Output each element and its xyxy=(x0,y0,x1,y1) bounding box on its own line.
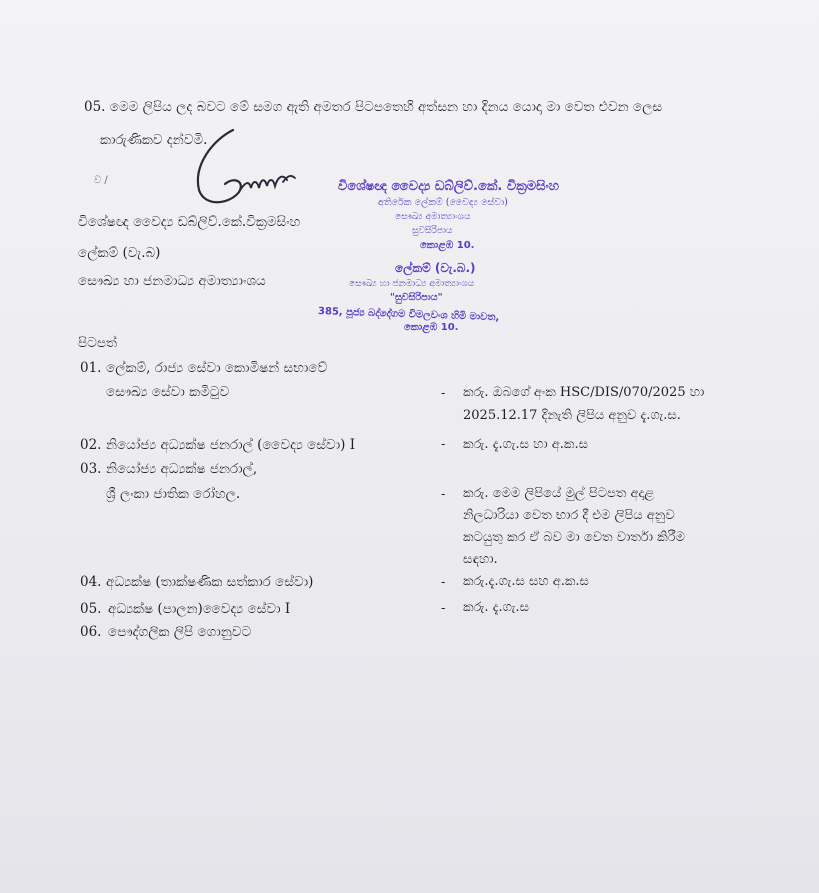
copy-recipient-line: අධ්‍යක්ෂ (පාලන)වෛද්‍ය සේවා I xyxy=(108,601,291,617)
copy-number: 05. xyxy=(80,601,102,617)
copy-recipient-line: නියෝජ්‍ය අධ්‍යක්ෂ ජනරාල්, xyxy=(106,461,258,477)
copy-note-line: කරු.දැ.ගැ.ස සහ අ.ක.ස xyxy=(463,574,589,589)
copy-dash: - xyxy=(441,386,446,401)
stamp-city-2: කොළඹ 10. xyxy=(404,322,459,333)
stamp-address: 385, පූජ්‍ය බද්දේගම විමලවංශ හිමි මාවත, xyxy=(317,306,500,324)
copy-recipient-line: ශ්‍රී ලංකා ජාතික රෝහල. xyxy=(106,486,241,502)
copy-recipient-line: පෞද්ගලික ලිපි ගොනුවට xyxy=(108,624,252,640)
copy-dash: - xyxy=(441,601,446,616)
copy-note-line: කටයුතු කර ඒ බව මා වෙත වාර්තා කිරීම xyxy=(463,530,685,545)
stamp-ministry: සෞඛ්‍ය අමාත්‍යාංශය xyxy=(395,212,471,222)
copy-recipient-line: නියෝජ්‍ය අධ්‍යක්ෂ ජනරාල් (වෛද්‍ය සේවා) I xyxy=(106,437,356,453)
copy-recipient-line: ලේකම්, රාජ්‍ය සේවා කොමිෂන් සභාවේ xyxy=(106,360,328,376)
copy-note-line: නිලධාරියා වෙත භාර දී එම ලිපිය අනුව xyxy=(463,508,675,523)
stamp-building: සුවසිරිපාය xyxy=(412,226,453,236)
stamp-ministry-2: සෞඛ්‍ය හා ජනමාධ්‍ය අමාත්‍යාංශය xyxy=(349,279,475,289)
copy-note-line: කරු. මෙම ලිපියේ මුල් පිටපත අදාළ xyxy=(463,486,655,501)
signature-image xyxy=(175,120,325,210)
copy-note-line: සඳහා. xyxy=(463,552,498,567)
signatory-name: විශේෂඥ වෛද්‍ය ඩබ්ලිව්.කේ.වික්‍රමසිංහ xyxy=(78,214,301,230)
copy-note-line: 2025.12.17 දිනැති ලිපිය අනුව දැ.ගැ.ස. xyxy=(463,408,681,423)
copy-number: 04. xyxy=(80,574,102,590)
copies-heading: පිටපත් xyxy=(78,335,117,351)
copy-dash: - xyxy=(441,437,446,452)
copy-note-line: කරු. දැ.ගැ.ස හා අ.ක.ස xyxy=(463,437,588,452)
stamp-name: විශේෂඥ වෛද්‍ය ඩබ්ලිව්.කේ. වික්‍රමසිංහ xyxy=(338,179,560,194)
copy-recipient-line: සෞඛ්‍ය සේවා කමිටුව xyxy=(106,384,230,400)
copy-number: 06. xyxy=(80,624,102,640)
copy-note-line: කරු. ඔබගේ අංක HSC/DIS/070/2025 හා xyxy=(463,385,705,400)
signatory-title: ලේකම් (වැ.බ) xyxy=(78,245,161,261)
paragraph-line-2: කාරුණිකව දන්වමි. xyxy=(100,132,208,148)
stamp-city: කොළඹ 10. xyxy=(420,240,475,251)
paragraph-line-1: 05. මෙම ලිපිය ලද බවට මේ සමග ඇති අමතර පිටපතෙහි අත්සන හා දිනය යොදා මා වෙත එවන ලෙස xyxy=(84,99,663,115)
margin-mark: ව / xyxy=(94,175,108,186)
copy-dash: - xyxy=(441,487,446,502)
stamp-title-2: ලේකම් (වැ.බ.) xyxy=(395,261,476,275)
copy-number: 03. xyxy=(80,461,102,477)
signatory-ministry: සෞඛ්‍ය හා ජනමාධ්‍ය අමාත්‍යාංශය xyxy=(78,273,266,289)
copy-dash: - xyxy=(441,575,446,590)
stamp-building-2: "සුවසිරිපාය" xyxy=(390,292,443,303)
copy-number: 02. xyxy=(80,437,102,453)
stamp-title: අතිරේක ලේකම් (වෛද්‍ය සේවා) xyxy=(378,197,508,208)
copy-number: 01. xyxy=(80,360,102,376)
copy-note-line: කරු. දැ.ගැ.ස xyxy=(463,600,529,615)
copy-recipient-line: අධ්‍යක්ෂ (තාක්ෂණික සත්කාර සේවා) xyxy=(106,574,314,590)
